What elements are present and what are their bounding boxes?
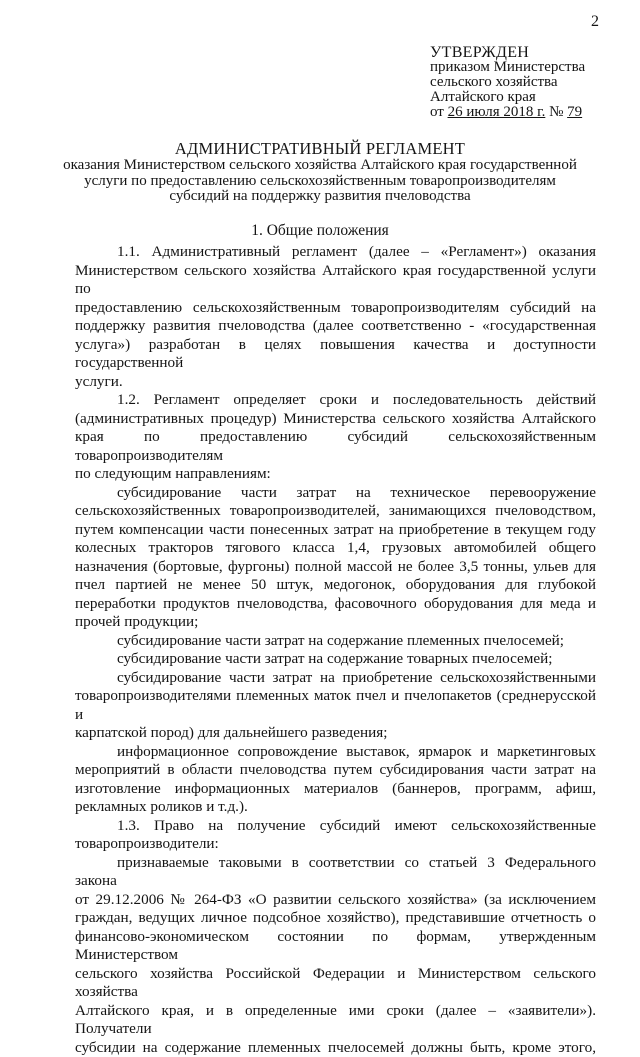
section-heading: 1. Общие положения: [0, 222, 640, 240]
text-line: услуги.: [75, 373, 596, 392]
text-line: 1.2. Регламент определяет сроки и последовательность действий: [75, 391, 596, 410]
text-line: товаропроизводителями племенных маток пчел и пчелопакетов (среднерусской и: [75, 687, 596, 724]
text-line: поддержку развития пчеловодства (далее соответственно - «государственная: [75, 317, 596, 336]
approval-date: 26 июля 2018 г.: [448, 104, 546, 120]
approval-number-sign: №: [549, 104, 563, 120]
approval-date-prefix: от: [430, 104, 444, 120]
text-line: (административных процедур) Министерства сельского хозяйства Алтайского: [75, 410, 596, 429]
text-line: товаропроизводители:: [75, 835, 596, 854]
text-line: субсидирование части затрат на содержание товарных пчелосемей;: [75, 650, 596, 669]
text-line: изготовление информационных материалов (баннеров, программ, афиш,: [75, 780, 596, 799]
approval-line-2: сельского хозяйства: [430, 75, 585, 90]
document-title: [40, 140, 600, 205]
approval-date-line: [430, 105, 585, 120]
text-line: финансово-экономическом состоянии по формам, утвержденным Министерством: [75, 928, 596, 965]
approval-stamp: [430, 45, 585, 120]
text-line: по следующим направлениям:: [75, 465, 596, 484]
text-line: субсидирование части затрат на содержание племенных пчелосемей;: [75, 632, 596, 651]
text-line: граждан, ведущих личное подсобное хозяйство), представившие отчетность о: [75, 909, 596, 928]
approval-line-3: Алтайского края: [430, 90, 585, 105]
text-line: услуга») разработан в целях повышения качества и доступности государственной: [75, 336, 596, 373]
text-line: карпатской пород) для дальнейшего разведения;: [75, 724, 596, 743]
page-number: 2: [591, 13, 599, 31]
text-line: информационное сопровождение выставок, ярмарок и маркетинговых: [75, 743, 596, 762]
body-text: [75, 243, 596, 1057]
approval-number: 79: [567, 104, 582, 120]
title-line-2: услуги по предоставлению сельскохозяйственным товаропроизводителям: [40, 174, 600, 190]
text-line: путем компенсации части понесенных затрат на приобретение в текущем году: [75, 521, 596, 540]
text-line: сельскохозяйственных товаропроизводителей, занимающихся пчеловодством,: [75, 502, 596, 521]
text-line: субсидии на содержание племенных пчелосемей должны быть, кроме этого,: [75, 1039, 596, 1057]
title-line-1: оказания Министерством сельского хозяйства Алтайского края государственной: [40, 158, 600, 174]
text-line: признаваемые таковыми в соответствии со статьей 3 Федерального закона: [75, 854, 596, 891]
text-line: переработки продуктов пчеловодства, фасовочного оборудования для меда и: [75, 595, 596, 614]
title-main: АДМИНИСТРАТИВНЫЙ РЕГЛАМЕНТ: [40, 140, 600, 158]
text-line: пчел партией не менее 50 штук, медогонок, оборудования для глубокой: [75, 576, 596, 595]
text-line: 1.3. Право на получение субсидий имеют сельскохозяйственные: [75, 817, 596, 836]
text-line: субсидирование части затрат на приобретение сельскохозяйственными: [75, 669, 596, 688]
text-line: предоставлению сельскохозяйственным товаропроизводителям субсидий на: [75, 299, 596, 318]
text-line: сельского хозяйства Российской Федерации и Министерством сельского хозяйства: [75, 965, 596, 1002]
text-line: 1.1. Административный регламент (далее – «Регламент») оказания: [75, 243, 596, 262]
text-line: рекламных роликов и т.д.).: [75, 798, 596, 817]
text-line: назначения (бортовые, фургоны) полной массой не более 3,5 тонны, ульев для: [75, 558, 596, 577]
text-line: колесных тракторов тягового класса 1,4, грузовых автомобилей общего: [75, 539, 596, 558]
text-line: субсидирование части затрат на техническое перевооружение: [75, 484, 596, 503]
text-line: Министерством сельского хозяйства Алтайского края государственной услуги по: [75, 262, 596, 299]
title-line-3: субсидий на поддержку развития пчеловодства: [40, 189, 600, 205]
text-line: от 29.12.2006 № 264-ФЗ «О развитии сельского хозяйства» (за исключением: [75, 891, 596, 910]
text-line: Алтайского края, и в определенные ими сроки (далее – «заявители»). Получатели: [75, 1002, 596, 1039]
text-line: прочей продукции;: [75, 613, 596, 632]
approval-heading: УТВЕРЖДЕН: [430, 45, 585, 60]
approval-line-1: приказом Министерства: [430, 60, 585, 75]
text-line: мероприятий в области пчеловодства путем субсидирования части затрат на: [75, 761, 596, 780]
text-line: края по предоставлению субсидий сельскохозяйственным товаропроизводителям: [75, 428, 596, 465]
